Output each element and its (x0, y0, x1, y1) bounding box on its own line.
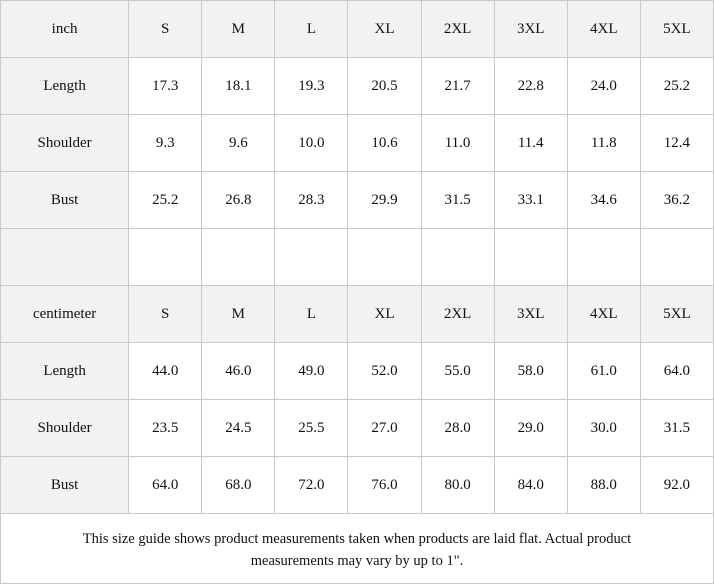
column-header-2xl: 2XL (421, 1, 494, 58)
cell-length-cm-xl: 52.0 (348, 343, 421, 400)
spacer-cell (129, 229, 202, 286)
cell-length-cm-5xl: 64.0 (640, 343, 713, 400)
cell-shoulder-cm-l: 25.5 (275, 400, 348, 457)
cell-length-inch-4xl: 24.0 (567, 58, 640, 115)
column-header-m: M (202, 1, 275, 58)
cell-length-inch-2xl: 21.7 (421, 58, 494, 115)
table-header-row-centimeter (1, 286, 714, 343)
cell-bust-cm-3xl: 84.0 (494, 457, 567, 514)
cell-shoulder-cm-xl: 27.0 (348, 400, 421, 457)
cell-length-cm-m: 46.0 (202, 343, 275, 400)
cell-shoulder-inch-4xl: 11.8 (567, 115, 640, 172)
cell-shoulder-cm-5xl: 31.5 (640, 400, 713, 457)
row-label-bust-cm: Bust (1, 457, 129, 514)
cell-length-inch-l: 19.3 (275, 58, 348, 115)
cell-bust-inch-s: 25.2 (129, 172, 202, 229)
table-row (1, 115, 714, 172)
unit-label-inch: inch (1, 1, 129, 58)
spacer-cell (202, 229, 275, 286)
cell-bust-inch-3xl: 33.1 (494, 172, 567, 229)
cell-bust-inch-5xl: 36.2 (640, 172, 713, 229)
row-label-shoulder-inch: Shoulder (1, 115, 129, 172)
table-row (1, 343, 714, 400)
cell-shoulder-cm-4xl: 30.0 (567, 400, 640, 457)
cell-bust-inch-xl: 29.9 (348, 172, 421, 229)
table-row (1, 457, 714, 514)
spacer-cell (494, 229, 567, 286)
cell-bust-cm-5xl: 92.0 (640, 457, 713, 514)
cell-length-inch-xl: 20.5 (348, 58, 421, 115)
row-label-shoulder-cm: Shoulder (1, 400, 129, 457)
column-header-4xl-cm: 4XL (567, 286, 640, 343)
size-guide-note: This size guide shows product measurements taken when products are laid flat. Actual product measurements may vary by up to 1". (0, 514, 714, 584)
cell-shoulder-cm-3xl: 29.0 (494, 400, 567, 457)
cell-shoulder-inch-xl: 10.6 (348, 115, 421, 172)
cell-shoulder-cm-m: 24.5 (202, 400, 275, 457)
column-header-5xl-cm: 5XL (640, 286, 713, 343)
spacer-cell (421, 229, 494, 286)
table-row (1, 58, 714, 115)
column-header-2xl-cm: 2XL (421, 286, 494, 343)
cell-shoulder-cm-2xl: 28.0 (421, 400, 494, 457)
cell-shoulder-inch-s: 9.3 (129, 115, 202, 172)
column-header-m-cm: M (202, 286, 275, 343)
table-spacer-row (1, 229, 714, 286)
table-header-row-inch (1, 1, 714, 58)
cell-length-inch-3xl: 22.8 (494, 58, 567, 115)
cell-length-cm-l: 49.0 (275, 343, 348, 400)
column-header-l: L (275, 1, 348, 58)
cell-length-cm-3xl: 58.0 (494, 343, 567, 400)
spacer-cell (1, 229, 129, 286)
column-header-3xl: 3XL (494, 1, 567, 58)
cell-length-inch-s: 17.3 (129, 58, 202, 115)
column-header-3xl-cm: 3XL (494, 286, 567, 343)
cell-length-cm-4xl: 61.0 (567, 343, 640, 400)
cell-shoulder-cm-s: 23.5 (129, 400, 202, 457)
table-row (1, 172, 714, 229)
cell-shoulder-inch-m: 9.6 (202, 115, 275, 172)
column-header-xl-cm: XL (348, 286, 421, 343)
cell-length-inch-m: 18.1 (202, 58, 275, 115)
cell-shoulder-inch-5xl: 12.4 (640, 115, 713, 172)
cell-bust-inch-m: 26.8 (202, 172, 275, 229)
unit-label-centimeter: centimeter (1, 286, 129, 343)
cell-shoulder-inch-l: 10.0 (275, 115, 348, 172)
cell-bust-inch-4xl: 34.6 (567, 172, 640, 229)
cell-length-inch-5xl: 25.2 (640, 58, 713, 115)
column-header-s: S (129, 1, 202, 58)
cell-bust-inch-2xl: 31.5 (421, 172, 494, 229)
table-row (1, 400, 714, 457)
row-label-length-cm: Length (1, 343, 129, 400)
column-header-s-cm: S (129, 286, 202, 343)
cell-bust-cm-s: 64.0 (129, 457, 202, 514)
column-header-l-cm: L (275, 286, 348, 343)
cell-length-cm-2xl: 55.0 (421, 343, 494, 400)
cell-bust-cm-m: 68.0 (202, 457, 275, 514)
cell-bust-cm-l: 72.0 (275, 457, 348, 514)
cell-length-cm-s: 44.0 (129, 343, 202, 400)
column-header-5xl: 5XL (640, 1, 713, 58)
row-label-bust-inch: Bust (1, 172, 129, 229)
spacer-cell (640, 229, 713, 286)
cell-bust-cm-xl: 76.0 (348, 457, 421, 514)
spacer-cell (275, 229, 348, 286)
spacer-cell (567, 229, 640, 286)
cell-bust-cm-2xl: 80.0 (421, 457, 494, 514)
column-header-xl: XL (348, 1, 421, 58)
cell-shoulder-inch-3xl: 11.4 (494, 115, 567, 172)
row-label-length-inch: Length (1, 58, 129, 115)
cell-bust-inch-l: 28.3 (275, 172, 348, 229)
spacer-cell (348, 229, 421, 286)
cell-bust-cm-4xl: 88.0 (567, 457, 640, 514)
column-header-4xl: 4XL (567, 1, 640, 58)
cell-shoulder-inch-2xl: 11.0 (421, 115, 494, 172)
